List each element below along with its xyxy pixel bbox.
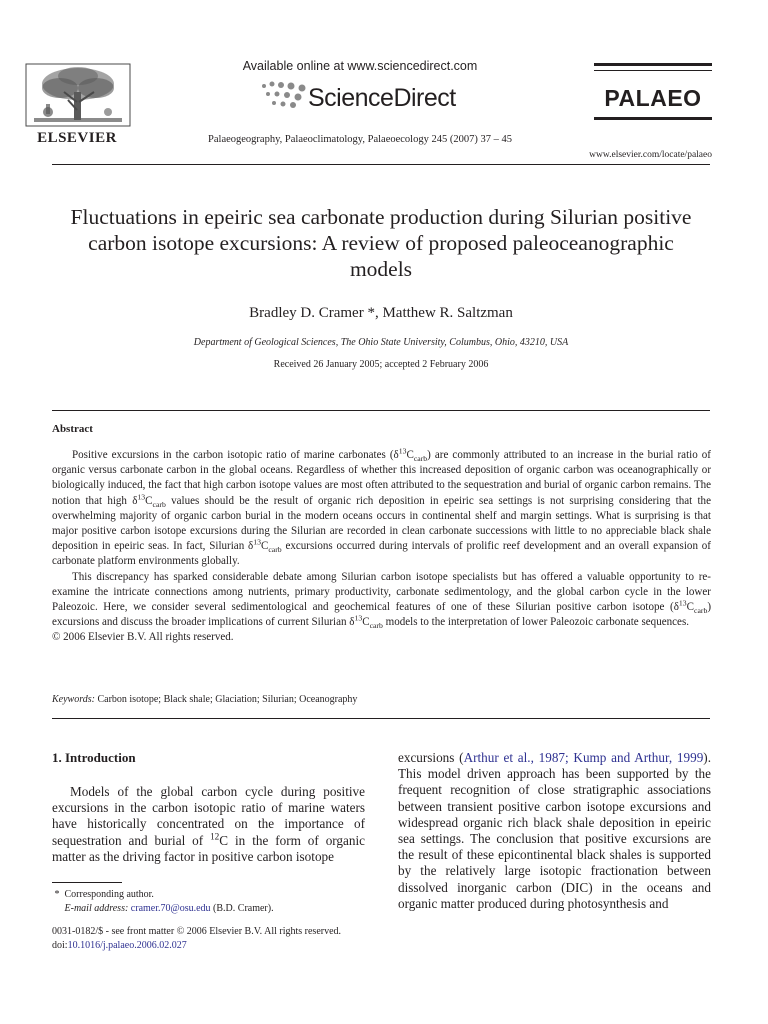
header-divider <box>52 164 710 165</box>
sciencedirect-dots-icon <box>260 80 308 110</box>
palaeo-bottom-rule <box>594 117 712 120</box>
elsevier-wordmark: ELSEVIER <box>37 130 117 146</box>
sciencedirect-wordmark: ScienceDirect <box>308 84 456 112</box>
keywords-list: Carbon isotope; Black shale; Glaciation; Silurian; Oceanography <box>97 694 358 705</box>
footnote <box>52 888 372 916</box>
journal-brand: PALAEO <box>604 85 702 111</box>
footnote-rule <box>52 882 122 883</box>
author-affiliation: Department of Geological Sciences, The Ohio State University, Columbus, Ohio, 43210, USA <box>193 337 569 348</box>
email-link[interactable]: cramer.70@osu.edu <box>130 903 211 914</box>
abstract-bottom-rule <box>52 718 710 719</box>
available-online-text[interactable]: Available online at www.sciencedirect.com <box>242 59 478 73</box>
intro-left-column <box>52 784 365 865</box>
intro-paragraph-right: excursions (Arthur et al., 1987; Kump and Arthur, 1999). This model driven approach has been supported by the frequent recognition of close stratigraphic associations between transient positive carbon isotope excursions and widespread organic rich black shale deposition in epeiric sea settings. The conclusion that positive excursions are the result of these epicontinental black shales is supported by the relatively large isotopic fractionation between dissolved inorganic carbon (DIC) in the oceans and organic matter produced during photosynthesis and <box>398 750 711 911</box>
issn-line: 0031-0182/$ - see front matter © 2006 Elsevier B.V. All rights reserved. <box>52 926 342 937</box>
doi-line: doi:10.1016/j.palaeo.2006.02.027 <box>52 940 187 951</box>
intro-paragraph-left: Models of the global carbon cycle during positive excursions in the carbon isotopic ratio of marine waters have historically concentrated on the importance of sequestration and burial of $^{12}$C in the form of organic matter as the driving factor in positive carbon isotope <box>52 784 365 864</box>
abstract-copyright: © 2006 Elsevier B.V. All rights reserved. <box>52 631 234 644</box>
doi-link[interactable]: 10.1016/j.palaeo.2006.02.027 <box>67 940 187 951</box>
journal-citation: Palaeogeography, Palaeoclimatology, Palaeoecology 245 (2007) 37 – 45 <box>208 134 512 145</box>
front-matter <box>52 925 392 953</box>
abstract-body <box>52 448 711 646</box>
corresponding-author-note: * Corresponding author. <box>54 889 154 900</box>
received-dates: Received 26 January 2005; accepted 2 February 2006 <box>273 359 489 370</box>
article-title: Fluctuations in epeiric sea carbonate production during Silurian positive carbon isotope excursions: A review of proposed paleoceanographic models <box>70 205 692 281</box>
keywords <box>52 694 712 705</box>
intro-right-column <box>398 750 711 912</box>
abstract-top-rule <box>52 410 710 411</box>
abstract-heading: Abstract <box>52 423 93 435</box>
keywords-label: Keywords: <box>52 694 95 705</box>
citation-link[interactable]: Arthur et al., 1987; Kump and Arthur, 1999 <box>463 750 704 765</box>
article-authors: Bradley D. Cramer *, Matthew R. Saltzman <box>249 305 513 321</box>
abstract-paragraph-2: This discrepancy has sparked considerable debate among Silurian carbon isotope specialists but has offered a valuable opportunity to re-examine the intricate connections among nutrients, primary productivity, carbonate sedimentology, and the global carbon cycle in the lower Paleozoic. Here, we consider several sedimentological and geochemical features of one of these Silurian positive carbon isotope $(\delta^{13}C_{carb})$ excursions and discuss the broader implications of current Silurian $\delta^{13}C_{carb}$ models to the interpretation of lower Paleozoic carbonate sequences. <box>52 570 711 631</box>
abstract-paragraph-1: Positive excursions in the carbon isotopic ratio of marine carbonates $(\delta^{13}C_{carb})$ are commonly attributed to an increase in the burial ratio of organic versus carbonate carbon in the global oceans. Regardless of whether this increased deposition of organic carbon was oceanographically or biologically induced, the fact that high carbon isotope values are most often attributed to the sequestration and burial of organic carbon remains. The notion that high $\delta^{13}C_{carb}$ values should be the result of organic rich deposition in epeiric sea settings is not surprising considering that the overwhelming majority of organic carbon burial in the modern oceans occurs in continental shelf and margin settings. What is surprising is that major positive carbon isotope excursions during the Silurian are recorded in clean carbonate successions with little to no appreciable black shale deposition in epeiric seas. In fact, Silurian $\delta^{13}C_{carb}$ excursions occurred during intervals of prolific reef development and an overall expansion of carbonate platform environments globally. <box>52 446 711 568</box>
email-line: E-mail address: cramer.70@osu.edu (B.D. Cramer). <box>64 903 274 914</box>
palaeo-thin-rule <box>594 70 712 71</box>
journal-url-link[interactable]: www.elsevier.com/locate/palaeo <box>589 150 712 160</box>
palaeo-top-rule <box>594 63 712 66</box>
section-heading-introduction: 1. Introduction <box>52 750 136 765</box>
